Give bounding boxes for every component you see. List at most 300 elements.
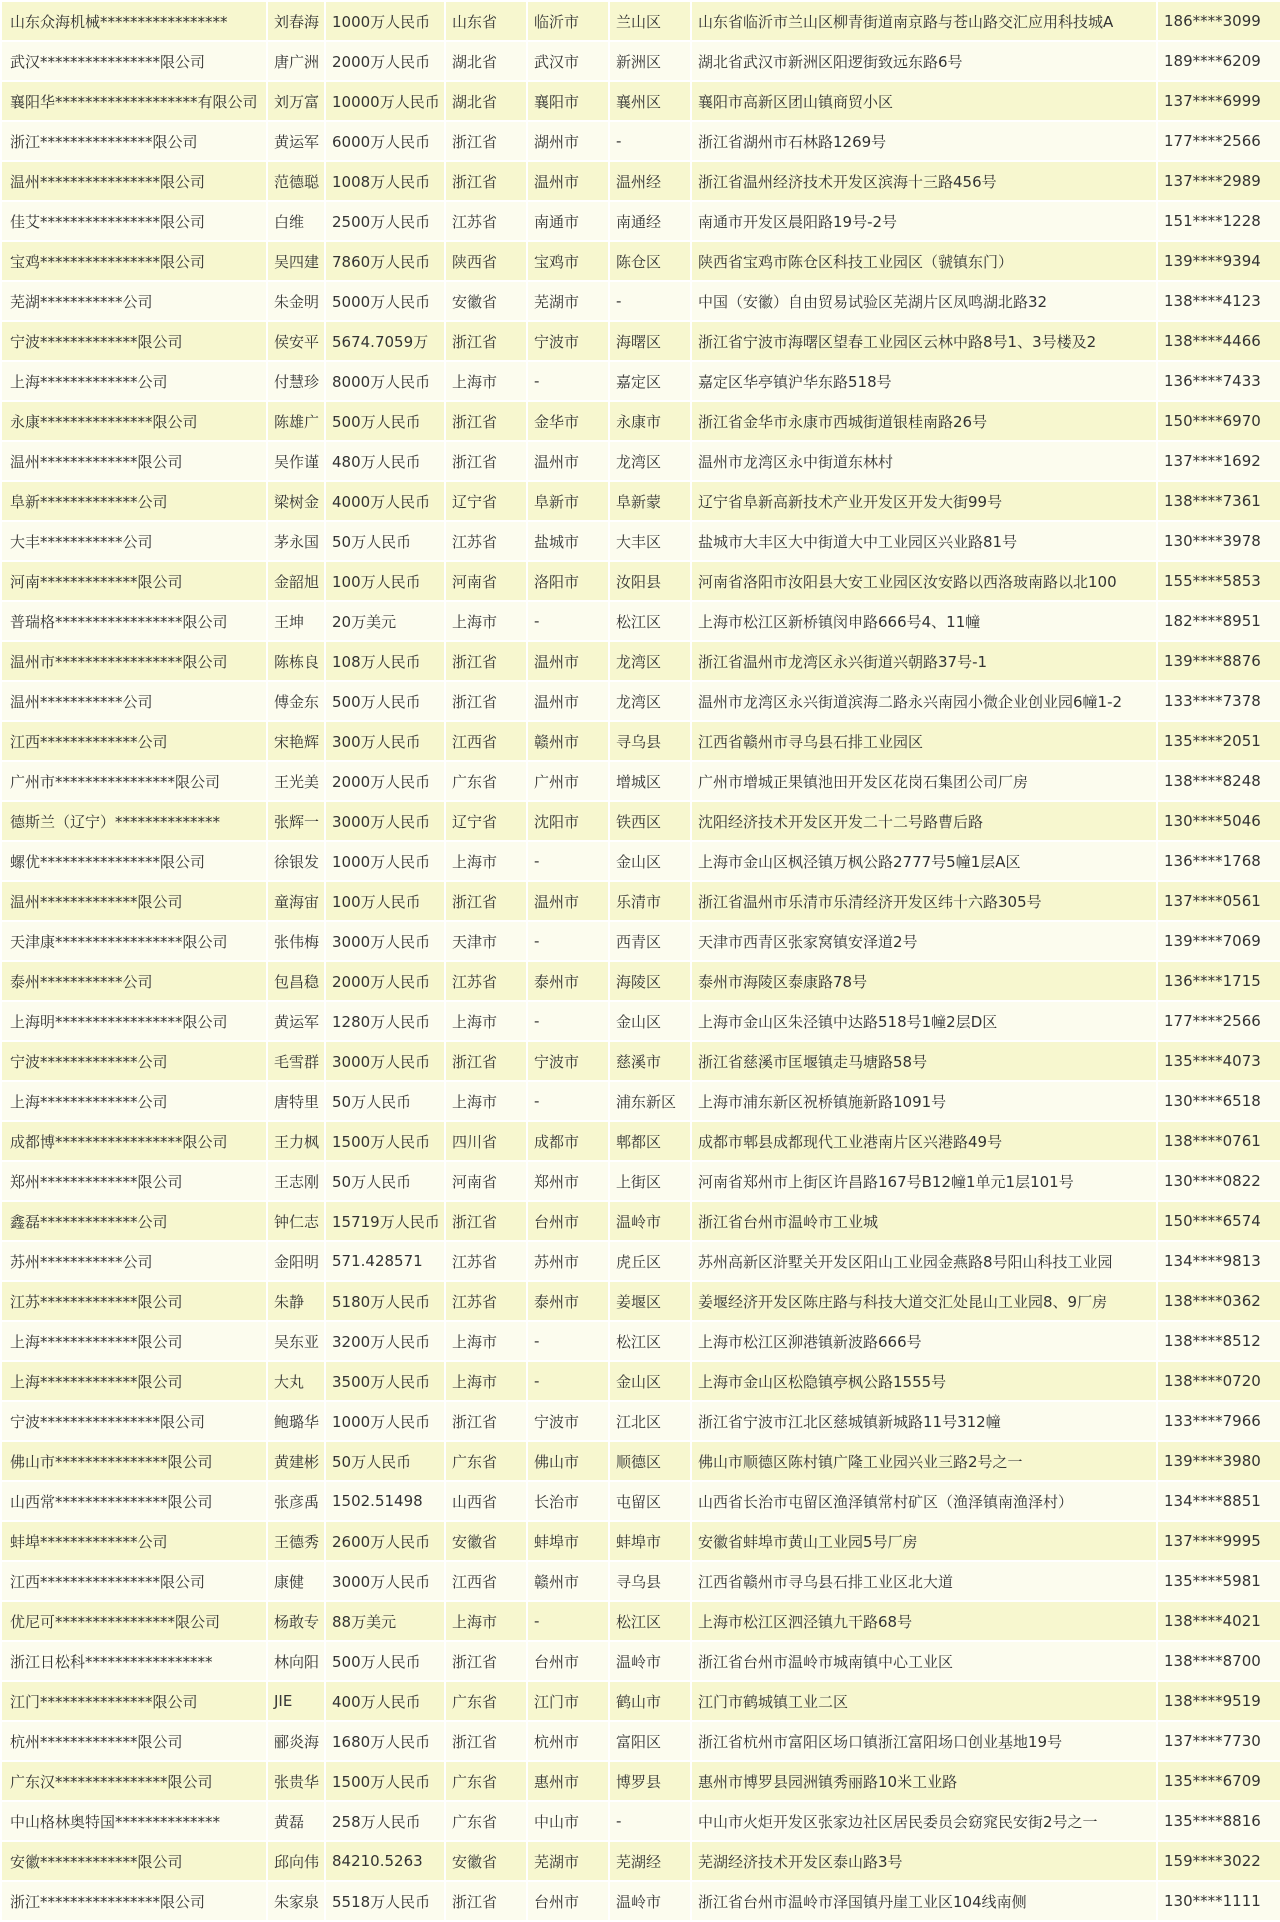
- address-cell: 温州市龙湾区永中街道东林村: [692, 442, 1156, 480]
- address-cell: 浙江省台州市温岭市工业城: [692, 1202, 1156, 1240]
- district-cell: -: [610, 122, 690, 160]
- person-cell: 朱静: [268, 1282, 324, 1320]
- phone-cell: 138****9519: [1158, 1682, 1280, 1720]
- province-cell: 浙江省: [446, 1202, 526, 1240]
- phone-cell: 137****6999: [1158, 82, 1280, 120]
- address-cell: 沈阳经济技术开发区开发二十二号路曹后路: [692, 802, 1156, 840]
- district-cell: 浦东新区: [610, 1082, 690, 1120]
- city-cell: 江门市: [528, 1682, 608, 1720]
- district-cell: 寻乌县: [610, 1562, 690, 1600]
- capital-cell: 4000万人民币: [326, 482, 444, 520]
- table-row: [2, 1362, 1280, 1400]
- phone-cell: 155****5853: [1158, 562, 1280, 600]
- company-cell: 河南*************限公司: [2, 562, 266, 600]
- province-cell: 浙江省: [446, 1722, 526, 1760]
- district-cell: 乐清市: [610, 882, 690, 920]
- province-cell: 天津市: [446, 922, 526, 960]
- table-row: [2, 1802, 1280, 1840]
- district-cell: 松江区: [610, 1602, 690, 1640]
- city-cell: 宝鸡市: [528, 242, 608, 280]
- city-cell: 苏州市: [528, 1242, 608, 1280]
- province-cell: 湖北省: [446, 42, 526, 80]
- province-cell: 山东省: [446, 2, 526, 40]
- person-cell: 郦炎海: [268, 1722, 324, 1760]
- address-cell: 广州市增城正果镇池田开发区花岗石集团公司厂房: [692, 762, 1156, 800]
- person-cell: 茅永国: [268, 522, 324, 560]
- phone-cell: 136****7433: [1158, 362, 1280, 400]
- city-cell: 温州市: [528, 882, 608, 920]
- person-cell: 陈栋良: [268, 642, 324, 680]
- district-cell: -: [610, 282, 690, 320]
- person-cell: 张辉一: [268, 802, 324, 840]
- district-cell: 兰山区: [610, 2, 690, 40]
- district-cell: 龙湾区: [610, 682, 690, 720]
- capital-cell: 84210.5263: [326, 1842, 444, 1880]
- address-cell: 浙江省慈溪市匡堰镇走马塘路58号: [692, 1042, 1156, 1080]
- city-cell: 温州市: [528, 682, 608, 720]
- province-cell: 广东省: [446, 1442, 526, 1480]
- city-cell: -: [528, 1082, 608, 1120]
- table-row: [2, 962, 1280, 1000]
- company-cell: 宁波*************公司: [2, 1042, 266, 1080]
- province-cell: 河南省: [446, 562, 526, 600]
- province-cell: 安徽省: [446, 1842, 526, 1880]
- capital-cell: 1280万人民币: [326, 1002, 444, 1040]
- company-cell: 阜新*************公司: [2, 482, 266, 520]
- address-cell: 江西省赣州市寻乌县石排工业园区: [692, 722, 1156, 760]
- company-cell: 郑州*************限公司: [2, 1162, 266, 1200]
- company-cell: 宝鸡****************限公司: [2, 242, 266, 280]
- phone-cell: 138****4123: [1158, 282, 1280, 320]
- address-cell: 中国（安徽）自由贸易试验区芜湖片区凤鸣湖北路32: [692, 282, 1156, 320]
- phone-cell: 130****6518: [1158, 1082, 1280, 1120]
- person-cell: 吴东亚: [268, 1322, 324, 1360]
- capital-cell: 108万人民币: [326, 642, 444, 680]
- person-cell: 鲍璐华: [268, 1402, 324, 1440]
- address-cell: 佛山市顺德区陈村镇广隆工业园兴业三路2号之一: [692, 1442, 1156, 1480]
- person-cell: 王志刚: [268, 1162, 324, 1200]
- phone-cell: 177****2566: [1158, 122, 1280, 160]
- city-cell: 泰州市: [528, 1282, 608, 1320]
- table-row: [2, 642, 1280, 680]
- city-cell: 赣州市: [528, 722, 608, 760]
- capital-cell: 1502.51498: [326, 1482, 444, 1520]
- phone-cell: 182****8951: [1158, 602, 1280, 640]
- address-cell: 江西省赣州市寻乌县石排工业区北大道: [692, 1562, 1156, 1600]
- district-cell: 海曙区: [610, 322, 690, 360]
- capital-cell: 3000万人民币: [326, 922, 444, 960]
- company-cell: 宁波****************限公司: [2, 1402, 266, 1440]
- table-row: [2, 1002, 1280, 1040]
- province-cell: 浙江省: [446, 882, 526, 920]
- province-cell: 四川省: [446, 1122, 526, 1160]
- city-cell: -: [528, 922, 608, 960]
- company-cell: 温州*************限公司: [2, 442, 266, 480]
- province-cell: 浙江省: [446, 162, 526, 200]
- province-cell: 上海市: [446, 362, 526, 400]
- phone-cell: 139****7069: [1158, 922, 1280, 960]
- table-row: [2, 1562, 1280, 1600]
- company-cell: 德斯兰（辽宁）**************: [2, 802, 266, 840]
- phone-cell: 137****0561: [1158, 882, 1280, 920]
- district-cell: -: [610, 1802, 690, 1840]
- person-cell: 王力枫: [268, 1122, 324, 1160]
- company-cell: 温州市*****************限公司: [2, 642, 266, 680]
- table-row: [2, 322, 1280, 360]
- address-cell: 浙江省台州市温岭市泽国镇丹崖工业区104线南侧: [692, 1882, 1156, 1920]
- phone-cell: 137****7730: [1158, 1722, 1280, 1760]
- table-row: [2, 1082, 1280, 1120]
- company-cell: 大丰***********公司: [2, 522, 266, 560]
- table-row: [2, 1282, 1280, 1320]
- person-cell: 张彦禹: [268, 1482, 324, 1520]
- table-row: [2, 1602, 1280, 1640]
- district-cell: 屯留区: [610, 1482, 690, 1520]
- city-cell: 成都市: [528, 1122, 608, 1160]
- company-cell: 广东汉***************限公司: [2, 1762, 266, 1800]
- company-cell: 温州*************限公司: [2, 882, 266, 920]
- capital-cell: 300万人民币: [326, 722, 444, 760]
- person-cell: 吴四建: [268, 242, 324, 280]
- district-cell: 金山区: [610, 1362, 690, 1400]
- table-row: [2, 1842, 1280, 1880]
- address-cell: 天津市西青区张家窝镇安泽道2号: [692, 922, 1156, 960]
- phone-cell: 130****1111: [1158, 1882, 1280, 1920]
- address-cell: 浙江省金华市永康市西城街道银桂南路26号: [692, 402, 1156, 440]
- table-row: [2, 202, 1280, 240]
- province-cell: 上海市: [446, 1322, 526, 1360]
- company-cell: 佳艾****************限公司: [2, 202, 266, 240]
- company-cell: 浙江***************限公司: [2, 122, 266, 160]
- company-cell: 优尼可****************限公司: [2, 1602, 266, 1640]
- table-row: [2, 522, 1280, 560]
- district-cell: 鹤山市: [610, 1682, 690, 1720]
- capital-cell: 20万美元: [326, 602, 444, 640]
- district-cell: 金山区: [610, 1002, 690, 1040]
- table-row: [2, 1882, 1280, 1920]
- province-cell: 浙江省: [446, 1042, 526, 1080]
- phone-cell: 177****2566: [1158, 1002, 1280, 1040]
- table-row: [2, 1522, 1280, 1560]
- capital-cell: 500万人民币: [326, 1642, 444, 1680]
- city-cell: 泰州市: [528, 962, 608, 1000]
- person-cell: 张伟梅: [268, 922, 324, 960]
- phone-cell: 135****5981: [1158, 1562, 1280, 1600]
- capital-cell: 1500万人民币: [326, 1762, 444, 1800]
- capital-cell: 5180万人民币: [326, 1282, 444, 1320]
- person-cell: 唐特里: [268, 1082, 324, 1120]
- person-cell: 朱家泉: [268, 1882, 324, 1920]
- address-cell: 上海市松江区泖港镇新波路666号: [692, 1322, 1156, 1360]
- person-cell: 刘万富: [268, 82, 324, 120]
- district-cell: 虎丘区: [610, 1242, 690, 1280]
- address-cell: 苏州高新区浒墅关开发区阳山工业园金燕路8号阳山科技工业园: [692, 1242, 1156, 1280]
- province-cell: 上海市: [446, 1002, 526, 1040]
- phone-cell: 151****1228: [1158, 202, 1280, 240]
- province-cell: 上海市: [446, 1602, 526, 1640]
- phone-cell: 138****0720: [1158, 1362, 1280, 1400]
- city-cell: 长治市: [528, 1482, 608, 1520]
- address-cell: 河南省洛阳市汝阳县大安工业园区汝安路以西洛玻南路以北100: [692, 562, 1156, 600]
- address-cell: 上海市金山区枫泾镇万枫公路2777号5幢1层A区: [692, 842, 1156, 880]
- table-body: [2, 2, 1280, 1920]
- person-cell: 白维: [268, 202, 324, 240]
- city-cell: 南通市: [528, 202, 608, 240]
- capital-cell: 5518万人民币: [326, 1882, 444, 1920]
- city-cell: -: [528, 1322, 608, 1360]
- address-cell: 嘉定区华亭镇沪华东路518号: [692, 362, 1156, 400]
- company-cell: 天津康*****************限公司: [2, 922, 266, 960]
- table-row: [2, 1042, 1280, 1080]
- person-cell: 杨敢专: [268, 1602, 324, 1640]
- table-row: [2, 602, 1280, 640]
- city-cell: 芜湖市: [528, 282, 608, 320]
- phone-cell: 138****8512: [1158, 1322, 1280, 1360]
- table-row: [2, 162, 1280, 200]
- company-cell: 鑫磊*************公司: [2, 1202, 266, 1240]
- table-row: [2, 242, 1280, 280]
- province-cell: 浙江省: [446, 642, 526, 680]
- phone-cell: 133****7966: [1158, 1402, 1280, 1440]
- province-cell: 江苏省: [446, 1282, 526, 1320]
- capital-cell: 500万人民币: [326, 682, 444, 720]
- capital-cell: 1000万人民币: [326, 1402, 444, 1440]
- phone-cell: 135****6709: [1158, 1762, 1280, 1800]
- company-cell: 螺优****************限公司: [2, 842, 266, 880]
- province-cell: 上海市: [446, 1362, 526, 1400]
- table-row: [2, 442, 1280, 480]
- person-cell: 吴作谨: [268, 442, 324, 480]
- city-cell: 佛山市: [528, 1442, 608, 1480]
- company-cell: 山西常***************限公司: [2, 1482, 266, 1520]
- table-row: [2, 802, 1280, 840]
- person-cell: 范德聪: [268, 162, 324, 200]
- capital-cell: 1000万人民币: [326, 2, 444, 40]
- capital-cell: 3000万人民币: [326, 1562, 444, 1600]
- district-cell: 嘉定区: [610, 362, 690, 400]
- company-cell: 温州***********公司: [2, 682, 266, 720]
- capital-cell: 15719万人民币: [326, 1202, 444, 1240]
- person-cell: 梁树金: [268, 482, 324, 520]
- address-cell: 湖北省武汉市新洲区阳逻街致远东路6号: [692, 42, 1156, 80]
- province-cell: 安徽省: [446, 282, 526, 320]
- address-cell: 上海市金山区朱泾镇中达路518号1幢2层D区: [692, 1002, 1156, 1040]
- district-cell: 江北区: [610, 1402, 690, 1440]
- person-cell: 刘春海: [268, 2, 324, 40]
- person-cell: 金阳明: [268, 1242, 324, 1280]
- table-row: [2, 762, 1280, 800]
- address-cell: 江门市鹤城镇工业二区: [692, 1682, 1156, 1720]
- table-row: [2, 562, 1280, 600]
- province-cell: 河南省: [446, 1162, 526, 1200]
- phone-cell: 130****3978: [1158, 522, 1280, 560]
- company-cell: 武汉****************限公司: [2, 42, 266, 80]
- person-cell: 张贵华: [268, 1762, 324, 1800]
- city-cell: -: [528, 1002, 608, 1040]
- address-cell: 浙江省台州市温岭市城南镇中心工业区: [692, 1642, 1156, 1680]
- company-cell: 浙江日松科*****************: [2, 1642, 266, 1680]
- province-cell: 江苏省: [446, 202, 526, 240]
- person-cell: 林向阳: [268, 1642, 324, 1680]
- city-cell: -: [528, 1362, 608, 1400]
- capital-cell: 1000万人民币: [326, 842, 444, 880]
- company-cell: 江门***************限公司: [2, 1682, 266, 1720]
- person-cell: 侯安平: [268, 322, 324, 360]
- address-cell: 安徽省蚌埠市黄山工业园5号厂房: [692, 1522, 1156, 1560]
- phone-cell: 137****1692: [1158, 442, 1280, 480]
- capital-cell: 400万人民币: [326, 1682, 444, 1720]
- table-row: [2, 2, 1280, 40]
- province-cell: 上海市: [446, 1082, 526, 1120]
- capital-cell: 100万人民币: [326, 882, 444, 920]
- capital-cell: 258万人民币: [326, 1802, 444, 1840]
- company-cell: 佛山市***************限公司: [2, 1442, 266, 1480]
- district-cell: 新洲区: [610, 42, 690, 80]
- city-cell: 临沂市: [528, 2, 608, 40]
- table-row: [2, 42, 1280, 80]
- city-cell: 宁波市: [528, 1402, 608, 1440]
- company-cell: 成都博*****************限公司: [2, 1122, 266, 1160]
- province-cell: 广东省: [446, 1802, 526, 1840]
- address-cell: 辽宁省阜新高新技术产业开发区开发大街99号: [692, 482, 1156, 520]
- capital-cell: 50万人民币: [326, 1162, 444, 1200]
- phone-cell: 189****6209: [1158, 42, 1280, 80]
- capital-cell: 500万人民币: [326, 402, 444, 440]
- capital-cell: 50万人民币: [326, 522, 444, 560]
- phone-cell: 135****4073: [1158, 1042, 1280, 1080]
- table-row: [2, 1642, 1280, 1680]
- capital-cell: 50万人民币: [326, 1442, 444, 1480]
- company-cell: 普瑞格*****************限公司: [2, 602, 266, 640]
- city-cell: -: [528, 842, 608, 880]
- city-cell: 芜湖市: [528, 1842, 608, 1880]
- table-row: [2, 1202, 1280, 1240]
- phone-cell: 138****4466: [1158, 322, 1280, 360]
- company-cell: 蚌埠*************公司: [2, 1522, 266, 1560]
- city-cell: 郑州市: [528, 1162, 608, 1200]
- district-cell: 海陵区: [610, 962, 690, 1000]
- company-cell: 宁波*************限公司: [2, 322, 266, 360]
- capital-cell: 5000万人民币: [326, 282, 444, 320]
- capital-cell: 88万美元: [326, 1602, 444, 1640]
- capital-cell: 480万人民币: [326, 442, 444, 480]
- capital-cell: 3000万人民币: [326, 1042, 444, 1080]
- district-cell: 芜湖经: [610, 1842, 690, 1880]
- company-cell: 苏州***********公司: [2, 1242, 266, 1280]
- table-row: [2, 402, 1280, 440]
- phone-cell: 138****0362: [1158, 1282, 1280, 1320]
- person-cell: 邱向伟: [268, 1842, 324, 1880]
- city-cell: 台州市: [528, 1882, 608, 1920]
- province-cell: 安徽省: [446, 1522, 526, 1560]
- capital-cell: 7860万人民币: [326, 242, 444, 280]
- person-cell: 黄建彬: [268, 1442, 324, 1480]
- table-row: [2, 882, 1280, 920]
- person-cell: 唐广洲: [268, 42, 324, 80]
- company-cell: 上海*************限公司: [2, 1322, 266, 1360]
- table-row: [2, 1722, 1280, 1760]
- capital-cell: 2500万人民币: [326, 202, 444, 240]
- province-cell: 浙江省: [446, 682, 526, 720]
- phone-cell: 130****0822: [1158, 1162, 1280, 1200]
- phone-cell: 135****2051: [1158, 722, 1280, 760]
- phone-cell: 137****2989: [1158, 162, 1280, 200]
- district-cell: 铁西区: [610, 802, 690, 840]
- table-row: [2, 922, 1280, 960]
- address-cell: 温州市龙湾区永兴街道滨海二路永兴南园小微企业创业园6幢1-2: [692, 682, 1156, 720]
- table-row: [2, 1162, 1280, 1200]
- district-cell: 温岭市: [610, 1882, 690, 1920]
- phone-cell: 137****9995: [1158, 1522, 1280, 1560]
- phone-cell: 138****8700: [1158, 1642, 1280, 1680]
- district-cell: 龙湾区: [610, 642, 690, 680]
- district-cell: 寻乌县: [610, 722, 690, 760]
- capital-cell: 3000万人民币: [326, 802, 444, 840]
- phone-cell: 139****9394: [1158, 242, 1280, 280]
- province-cell: 浙江省: [446, 1642, 526, 1680]
- capital-cell: 8000万人民币: [326, 362, 444, 400]
- district-cell: 温州经: [610, 162, 690, 200]
- city-cell: 武汉市: [528, 42, 608, 80]
- address-cell: 南通市开发区晨阳路19号-2号: [692, 202, 1156, 240]
- person-cell: 付慧珍: [268, 362, 324, 400]
- district-cell: 温岭市: [610, 1202, 690, 1240]
- district-cell: 陈仓区: [610, 242, 690, 280]
- table-row: [2, 1762, 1280, 1800]
- capital-cell: 3500万人民币: [326, 1362, 444, 1400]
- address-cell: 襄阳市高新区团山镇商贸小区: [692, 82, 1156, 120]
- capital-cell: 6000万人民币: [326, 122, 444, 160]
- company-cell: 广州市****************限公司: [2, 762, 266, 800]
- table-row: [2, 122, 1280, 160]
- phone-cell: 159****3022: [1158, 1842, 1280, 1880]
- city-cell: 广州市: [528, 762, 608, 800]
- person-cell: 徐银发: [268, 842, 324, 880]
- province-cell: 湖北省: [446, 82, 526, 120]
- province-cell: 广东省: [446, 1762, 526, 1800]
- phone-cell: 186****3099: [1158, 2, 1280, 40]
- company-cell: 安徽*************限公司: [2, 1842, 266, 1880]
- city-cell: 台州市: [528, 1202, 608, 1240]
- address-cell: 中山市火炬开发区张家边社区居民委员会窈窕民安街2号之一: [692, 1802, 1156, 1840]
- district-cell: 西青区: [610, 922, 690, 960]
- table-row: [2, 842, 1280, 880]
- province-cell: 辽宁省: [446, 482, 526, 520]
- table-row: [2, 722, 1280, 760]
- table-row: [2, 82, 1280, 120]
- person-cell: 金韶旭: [268, 562, 324, 600]
- district-cell: 南通经: [610, 202, 690, 240]
- phone-cell: 135****8816: [1158, 1802, 1280, 1840]
- address-cell: 浙江省湖州市石林路1269号: [692, 122, 1156, 160]
- province-cell: 山西省: [446, 1482, 526, 1520]
- district-cell: 上街区: [610, 1162, 690, 1200]
- city-cell: 杭州市: [528, 1722, 608, 1760]
- city-cell: 温州市: [528, 642, 608, 680]
- table-row: [2, 1482, 1280, 1520]
- capital-cell: 1500万人民币: [326, 1122, 444, 1160]
- company-cell: 芜湖***********公司: [2, 282, 266, 320]
- person-cell: 陈雄广: [268, 402, 324, 440]
- table-row: [2, 362, 1280, 400]
- company-cell: 上海*************限公司: [2, 1362, 266, 1400]
- address-cell: 河南省郑州市上街区许昌路167号B12幢1单元1层101号: [692, 1162, 1156, 1200]
- person-cell: 宋艳辉: [268, 722, 324, 760]
- company-cell: 杭州*************限公司: [2, 1722, 266, 1760]
- phone-cell: 136****1715: [1158, 962, 1280, 1000]
- province-cell: 浙江省: [446, 122, 526, 160]
- table-row: [2, 1122, 1280, 1160]
